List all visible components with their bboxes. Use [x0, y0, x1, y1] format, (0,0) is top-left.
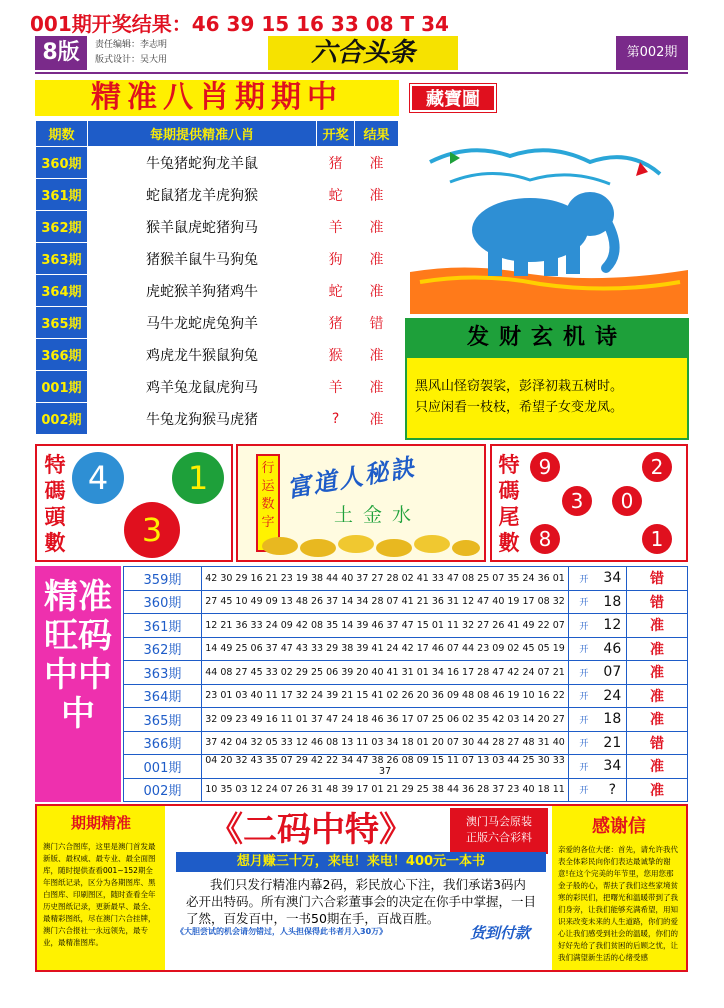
- period-cell: 363期: [124, 661, 202, 685]
- numbers-cell: 23 01 03 40 11 17 32 24 39 21 15 41 02 26 20 36 09 48 08 46 19 10 16 22: [201, 684, 568, 708]
- period-cell: 002期: [124, 778, 202, 802]
- period-cell: 360期: [36, 147, 88, 179]
- table-row: [124, 614, 688, 638]
- result-cell: 准: [627, 708, 688, 732]
- issue-number: 第002期: [616, 36, 688, 70]
- period-cell: 365期: [36, 307, 88, 339]
- header-divider: [35, 72, 688, 74]
- numbers-cell: 32 09 23 49 16 11 01 37 47 24 18 46 36 17 07 25 06 02 35 42 03 14 20 27: [201, 708, 568, 732]
- table-row: [36, 339, 399, 371]
- table-header-row: [36, 121, 399, 147]
- poem-line-1: 黑风山怪窃袈裟，彭泽初栽五树时。: [415, 379, 624, 394]
- head-ball-2: 1: [172, 452, 224, 504]
- thank-you-text: 亲爱的各位大佬：首先，请允许我代表全体彩民向你们表达最诚挚的谢意!在这个完美的年节里，您用您那金子般的心，帮扶了我们这些家境贫寒的彩民们，把曙光和温暖带到了我们身旁，让我们能够充满希望，用知识来改变未来的人生道路，你们的爱心让我们感受到社会的温暖，你们的好好先给了我们贫困的后顾之忧，让我们满望新生活的心绪受感: [558, 845, 678, 962]
- thank-you-panel: [552, 806, 686, 970]
- period-cell: 359期: [124, 567, 202, 591]
- open-value-cell: 07: [599, 661, 627, 685]
- open-label-cell: 开: [569, 778, 599, 802]
- zodiac-cell: 牛兔猪蛇狗龙羊鼠: [87, 147, 316, 179]
- table-row: [36, 243, 399, 275]
- head-ball-3: 3: [124, 502, 180, 558]
- numbers-cell: 37 42 04 32 05 33 12 46 08 13 11 03 34 18 01 20 07 30 44 28 27 48 31 40: [201, 731, 568, 755]
- col-zodiac: 每期提供精准八肖: [87, 121, 316, 147]
- ad-body: 我们只发行精准内幕2码，彩民放心下注，我们承诺3码内必开出特码。所有澳门六合彩董事会的决定在你手中掌握，一目了然，百发百中，一书50期在手，百战百胜。: [186, 877, 537, 926]
- numbers-cell: 10 35 03 12 24 07 26 31 48 39 17 01 21 29 25 38 44 36 28 37 23 40 18 11: [201, 778, 568, 802]
- open-label-cell: 开: [569, 637, 599, 661]
- result-cell: 错: [627, 731, 688, 755]
- open-value-cell: 34: [599, 567, 627, 591]
- open-value-cell: 18: [599, 590, 627, 614]
- five-elements: 土金水: [334, 504, 422, 526]
- left-panel-text: 澳门六合图库，这里是澳门首发最新版、最权威、最专业、最全面图库，随时提供查看001~152期全年图纸记录，区分为各期图库、黑白图库、印刷图区，随时查看全年历史图纸记录，更新最早、最全、最精彩图纸，尽在澳门六合挂牌，澳门六合报社一永远领先，最专业，最精准图库。: [43, 842, 156, 947]
- result-cell: 准: [355, 371, 399, 403]
- table-row: [124, 755, 688, 779]
- elephant-illustration: [410, 122, 688, 314]
- left-info-panel: [37, 806, 165, 970]
- result-cell: 准: [355, 339, 399, 371]
- result-cell: 准: [355, 147, 399, 179]
- zodiac-cell: 马牛龙蛇虎兔狗羊: [87, 307, 316, 339]
- period-cell: 002期: [36, 403, 88, 435]
- open-value-cell: 18: [599, 708, 627, 732]
- zodiac-cell: 鸡羊兔龙鼠虎狗马: [87, 371, 316, 403]
- tail-ball-1: 9: [530, 452, 560, 482]
- page-version-badge: 8版: [35, 36, 87, 70]
- period-cell: 360期: [124, 590, 202, 614]
- col-period: 期数: [36, 121, 88, 147]
- open-label-cell: 开: [569, 755, 599, 779]
- period-cell: 363期: [36, 243, 88, 275]
- result-cell: 准: [355, 275, 399, 307]
- period-cell: 361期: [36, 179, 88, 211]
- ad-slogan: 想月赚三十万，来电！来电！400元一本书: [176, 852, 546, 872]
- open-cell: 蛇: [317, 275, 355, 307]
- open-value-cell: 46: [599, 637, 627, 661]
- table-row: [36, 307, 399, 339]
- zodiac-cell: 蛇鼠猪龙羊虎狗猴: [87, 179, 316, 211]
- ad-side-label: [450, 808, 548, 854]
- open-value-cell: ?: [599, 778, 627, 802]
- cash-on-delivery-label: 货到付款: [470, 924, 531, 942]
- special-tail-label: 特碼尾數: [498, 453, 520, 555]
- poem-title: 发财玄机诗: [405, 318, 689, 356]
- hot-number-table: [123, 566, 688, 802]
- open-value-cell: 12: [599, 614, 627, 638]
- period-cell: 001期: [124, 755, 202, 779]
- hot-number-side-title: 精准旺码中中中: [35, 566, 121, 802]
- open-label-cell: 开: [569, 567, 599, 591]
- special-head-label: 特碼頭數: [44, 453, 66, 555]
- editor-credit: 责任编辑：李志明: [95, 40, 168, 50]
- numbers-cell: 14 49 25 06 37 47 43 33 29 38 39 41 24 42 17 46 07 44 23 09 02 45 05 19: [201, 637, 568, 661]
- open-label-cell: 开: [569, 731, 599, 755]
- table-row: [36, 403, 399, 435]
- result-cell: 准: [355, 403, 399, 435]
- numbers-cell: 44 08 27 45 33 02 29 25 06 39 20 40 41 31 01 34 16 17 28 47 42 24 07 21: [201, 661, 568, 685]
- table-row: [124, 708, 688, 732]
- zodiac-cell: 猪猴羊鼠牛马狗兔: [87, 243, 316, 275]
- open-cell: ?: [317, 403, 355, 435]
- table-row: [36, 211, 399, 243]
- open-cell: 羊: [317, 371, 355, 403]
- period-cell: 361期: [124, 614, 202, 638]
- eight-zodiac-title: 精准八肖期期中: [35, 80, 399, 116]
- open-label-cell: 开: [569, 708, 599, 732]
- eight-zodiac-table: [35, 120, 399, 435]
- table-row: [124, 661, 688, 685]
- numbers-cell: 12 21 36 33 24 09 42 08 35 14 39 46 37 47 15 01 11 32 27 26 41 49 22 07: [201, 614, 568, 638]
- result-cell: 准: [355, 243, 399, 275]
- period-cell: 366期: [124, 731, 202, 755]
- open-cell: 狗: [317, 243, 355, 275]
- table-row: [36, 275, 399, 307]
- period-cell: 362期: [36, 211, 88, 243]
- numbers-cell: 04 20 32 43 35 07 29 42 22 34 47 38 26 08 09 15 11 07 13 03 44 25 30 33 37: [201, 755, 568, 779]
- result-cell: 错: [627, 590, 688, 614]
- numbers-cell: 42 30 29 16 21 23 19 38 44 40 37 27 28 02 41 33 47 08 25 07 35 24 36 01: [201, 567, 568, 591]
- result-cell: 准: [627, 614, 688, 638]
- result-cell: 准: [627, 661, 688, 685]
- open-value-cell: 34: [599, 755, 627, 779]
- table-row: [124, 590, 688, 614]
- period-cell: 366期: [36, 339, 88, 371]
- open-cell: 蛇: [317, 179, 355, 211]
- table-row: [36, 179, 399, 211]
- lucky-number-label: 行运数字: [256, 454, 280, 552]
- col-result: 结果: [355, 121, 399, 147]
- table-row: [36, 371, 399, 403]
- period-cell: 362期: [124, 637, 202, 661]
- table-row: [124, 637, 688, 661]
- zodiac-cell: 鸡虎龙牛猴鼠狗兔: [87, 339, 316, 371]
- result-cell: 准: [627, 684, 688, 708]
- table-row: [124, 684, 688, 708]
- poem-line-2: 只应闲看一枝枝，希望子女变龙凤。: [415, 400, 624, 415]
- tail-ball-4: 0: [612, 486, 642, 516]
- table-row: [124, 731, 688, 755]
- open-label-cell: 开: [569, 614, 599, 638]
- credits: [95, 38, 167, 68]
- period-cell: 364期: [36, 275, 88, 307]
- result-cell: 准: [627, 637, 688, 661]
- head-ball-1: 4: [72, 452, 124, 504]
- open-cell: 猪: [317, 147, 355, 179]
- result-cell: 准: [355, 179, 399, 211]
- numbers-cell: 27 45 10 49 09 13 48 26 37 14 34 28 07 41 21 36 31 12 47 40 19 17 08 32: [201, 590, 568, 614]
- tail-ball-3: 3: [562, 486, 592, 516]
- open-cell: 猴: [317, 339, 355, 371]
- tail-ball-5: 8: [530, 524, 560, 554]
- result-cell: 准: [355, 211, 399, 243]
- open-label-cell: 开: [569, 590, 599, 614]
- result-cell: 错: [355, 307, 399, 339]
- table-row: [124, 567, 688, 591]
- open-cell: 猪: [317, 307, 355, 339]
- ad-footnote: 《大胆尝试的机会请勿错过，人头担保得此书者月入30万》: [176, 927, 388, 936]
- zodiac-cell: 猴羊鼠虎蛇猪狗马: [87, 211, 316, 243]
- secret-title: 富道人秘訣: [284, 452, 418, 504]
- tail-ball-6: 1: [642, 524, 672, 554]
- open-value-cell: 24: [599, 684, 627, 708]
- result-cell: 准: [627, 778, 688, 802]
- gold-ingots-icon: [260, 526, 480, 558]
- tail-ball-2: 2: [642, 452, 672, 482]
- poem-body: [405, 356, 689, 440]
- open-label-cell: 开: [569, 684, 599, 708]
- ad-side-line-1: 澳门马会原装: [466, 815, 532, 828]
- table-row: [36, 147, 399, 179]
- ad-title: 《二码中特》: [209, 810, 413, 850]
- designer-credit: 版式设计：吴大用: [95, 55, 168, 65]
- period-cell: 364期: [124, 684, 202, 708]
- period-cell: 001期: [36, 371, 88, 403]
- period-cell: 365期: [124, 708, 202, 732]
- zodiac-cell: 牛兔龙狗猴马虎猪: [87, 403, 316, 435]
- open-label-cell: 开: [569, 661, 599, 685]
- col-open: 开奖: [317, 121, 355, 147]
- ad-side-line-2: 正版六合彩料: [466, 831, 532, 844]
- result-cell: 错: [627, 567, 688, 591]
- brand-title: 六合头条: [268, 36, 458, 70]
- zodiac-cell: 虎蛇猴羊狗猪鸡牛: [87, 275, 316, 307]
- treasure-map-label: 藏寶圖: [410, 84, 496, 112]
- lottery-result-banner: 001期开奖结果：46 39 15 16 33 08 T 34: [30, 12, 449, 36]
- table-row: [124, 778, 688, 802]
- open-value-cell: 21: [599, 731, 627, 755]
- thank-you-title: 感谢信: [592, 816, 646, 837]
- left-panel-title: 期期精准: [70, 814, 131, 832]
- open-cell: 羊: [317, 211, 355, 243]
- result-cell: 准: [627, 755, 688, 779]
